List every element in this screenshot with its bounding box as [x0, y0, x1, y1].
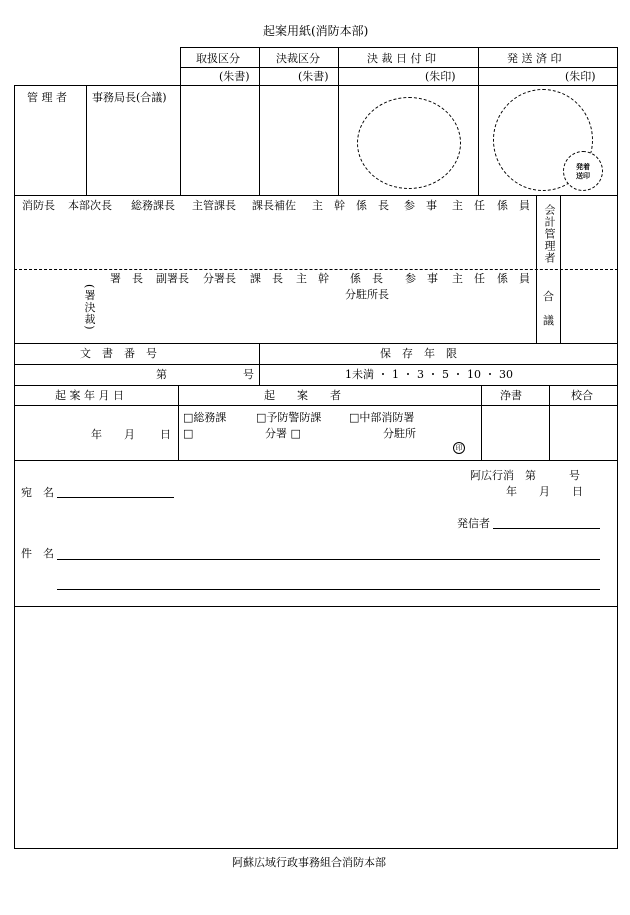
jimukyokucho-label: 事務局長(合議) [92, 91, 167, 104]
dai-label: 第 [156, 368, 167, 381]
station-label-1: 副署長 [156, 272, 189, 285]
hakko-date: 年 月 日 [506, 485, 583, 498]
station-kessai-label: (署決裁) [83, 284, 96, 331]
bunsho-bango-label: 文 書 番 号 [80, 347, 157, 360]
station-label-2: 分署長 [203, 272, 236, 285]
kiansha-label: 起 案 者 [264, 389, 341, 402]
hasshinsha-label: 発信者 [457, 517, 490, 530]
dept-bunchusho: 分駐所 [383, 427, 416, 440]
gougi-label-1: 合 [543, 290, 554, 303]
kessai-date-seal-header: 決 裁 日 付 印 [367, 52, 436, 65]
kenmei-line-2[interactable] [57, 589, 600, 590]
approver-label-0: 消防長 [22, 199, 55, 212]
page-title: 起案用紙(消防本部) [263, 24, 369, 38]
kessai-date-seal-circle [357, 97, 461, 189]
toriatsukai-header: 取扱区分 [196, 52, 240, 65]
kaikei-kanrisha-label: 会計管理者 [543, 204, 556, 264]
josho-label: 浄書 [500, 389, 522, 402]
approver-label-6: 係 長 [356, 199, 389, 212]
kessai-kubun-header: 決裁区分 [276, 52, 320, 65]
dept-somuka: □総務課 [183, 411, 227, 424]
shusho-note-1: (朱書) [219, 70, 250, 83]
station-label-5: 係 長 [350, 272, 383, 285]
approver-label-3: 主管課長 [192, 199, 236, 212]
kenmei-label: 件 名 [21, 547, 54, 560]
shuin-note-2: (朱印) [565, 70, 596, 83]
dept-yobo-keibo: □予防警防課 [256, 411, 322, 424]
hasshinsha-line[interactable] [493, 528, 600, 529]
kian-date-label: 起 案 年 月 日 [55, 389, 124, 402]
footer-organization: 阿蘇広域行政事務組合消防本部 [232, 856, 386, 869]
approver-label-1: 本部次長 [68, 199, 112, 212]
approver-label-5: 主 幹 [312, 199, 345, 212]
hozon-values: 1未満 ・ 1 ・ 3 ・ 5 ・ 10 ・ 30 [345, 368, 513, 381]
body-text-area[interactable] [15, 607, 617, 848]
dept-box: □ [183, 427, 194, 440]
dept-bunsho: 分署 □ [265, 427, 301, 440]
station-label-3: 課 長 [250, 272, 283, 285]
hassou-chakuin-seal: 発着 送印 [563, 151, 603, 191]
hassou-zumi-header: 発 送 済 印 [507, 52, 562, 65]
kenmei-line-1[interactable] [57, 559, 600, 560]
gougi-label-2: 議 [543, 314, 554, 327]
approver-label-2: 総務課長 [131, 199, 175, 212]
hakko-number: 阿広行消 第 号 [470, 469, 580, 482]
approver-label-9: 係 員 [497, 199, 530, 212]
atena-line[interactable] [57, 497, 174, 498]
approver-label-7: 参 事 [404, 199, 437, 212]
kian-gatsu: 月 [124, 428, 135, 441]
in-mark: 印 [453, 442, 465, 454]
station-label-7: 主 任 [452, 272, 485, 285]
shuin-note-1: (朱印) [425, 70, 456, 83]
kian-nen: 年 [91, 428, 102, 441]
dept-chubu-shobosho: □中部消防署 [349, 411, 415, 424]
station-label-0: 署 長 [110, 272, 143, 285]
station-label-8: 係 員 [497, 272, 530, 285]
station-label-4: 主 幹 [296, 272, 329, 285]
approver-label-8: 主 任 [452, 199, 485, 212]
bunchusho-label: 分駐所長 [345, 288, 389, 301]
shusho-note-2: (朱書) [298, 70, 329, 83]
kanrisha-label: 管 理 者 [27, 91, 67, 104]
approver-label-4: 課長補佐 [252, 199, 296, 212]
gou-label: 号 [243, 368, 254, 381]
station-label-6: 参 事 [405, 272, 438, 285]
kian-nichi: 日 [160, 428, 171, 441]
kougou-label: 校合 [571, 389, 593, 402]
hozon-nengen-label: 保 存 年 限 [380, 347, 457, 360]
atena-label: 宛 名 [21, 486, 54, 499]
